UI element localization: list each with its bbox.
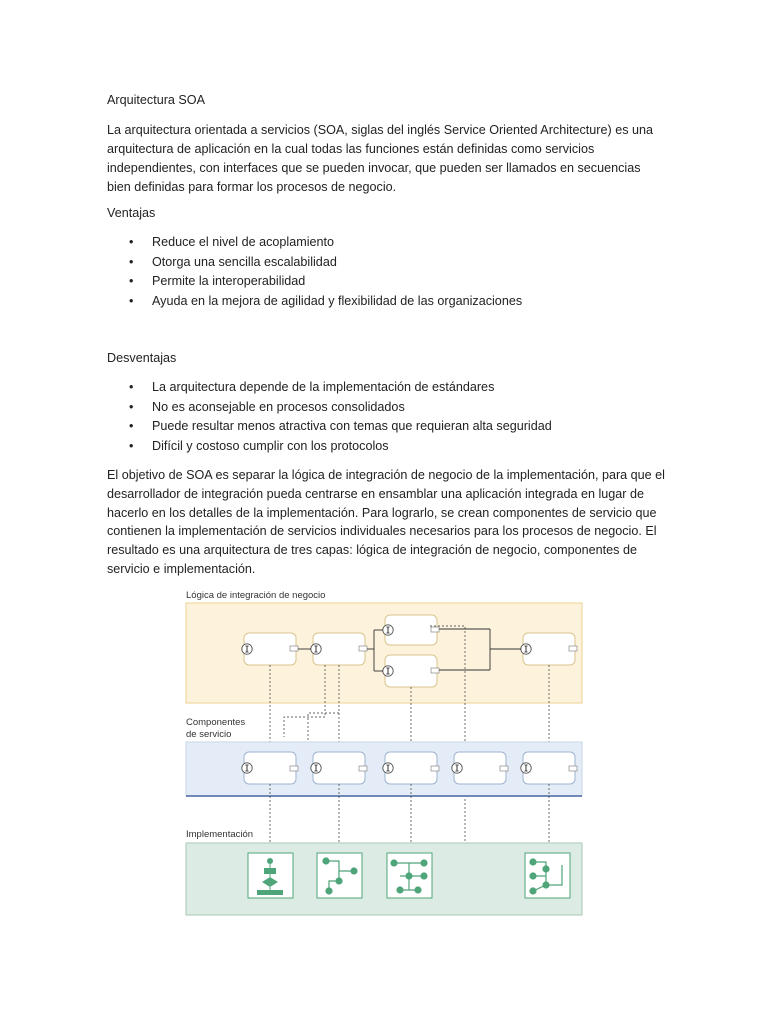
list-item: • Puede resultar menos atractiva con temas que requieran alta seguridad bbox=[107, 419, 647, 439]
business-component bbox=[311, 633, 367, 665]
business-component bbox=[383, 615, 439, 645]
layer3-label: Implementación bbox=[186, 829, 254, 840]
advantages-list bbox=[107, 235, 647, 313]
intro-paragraph: La arquitectura orientada a servicios (SOA, siglas del inglés Service Oriented Architecture) es una arquitectura de aplicación en la cual todas las funciones están definidas como servicios independientes, con interfaces que se pueden invocar, que pueden ser llamados en secuencias bien definidas para formar los procesos de negocio. bbox=[107, 123, 654, 194]
list-item: • No es aconsejable en procesos consolidados bbox=[107, 400, 647, 420]
service-component bbox=[383, 752, 439, 784]
business-component bbox=[383, 655, 439, 687]
objective-paragraph: El objetivo de SOA es separar la lógica de integración de negocio de la implementación, para que el desarrollador de integración pueda centrarse en ensamblar una aplicación integrada en lugar de hacerlo en los detalles de la implementación. Para lograrlo, se crean componentes de servicio que contienen la implementación de servicios individuales necesarios para los procesos de negocio. El resultado es una arquitectura de tres capas: lógica de integración de negocio, componentes de servicio e implementación. bbox=[107, 468, 665, 576]
business-component bbox=[242, 633, 298, 665]
list-item: • Otorga una sencilla escalabilidad bbox=[107, 255, 647, 275]
flowchart-implementation-icon bbox=[248, 853, 293, 898]
tree-implementation-icon bbox=[317, 853, 362, 898]
layer2-label-line2: de servicio bbox=[186, 729, 232, 740]
advantages-heading: Ventajas bbox=[107, 206, 156, 220]
list-item: • Permite la interoperabilidad bbox=[107, 274, 647, 294]
list-item: • Reduce el nivel de acoplamiento bbox=[107, 235, 647, 255]
disadvantages-heading: Desventajas bbox=[107, 351, 177, 365]
service-component bbox=[311, 752, 367, 784]
network-implementation-icon bbox=[387, 853, 432, 898]
layer2-label-line1: Componentes bbox=[186, 717, 246, 728]
business-component bbox=[521, 633, 577, 665]
service-component bbox=[521, 752, 577, 784]
soa-three-layer-diagram bbox=[180, 585, 590, 920]
list-item: • Difícil y costoso cumplir con los protocolos bbox=[107, 439, 647, 459]
service-component bbox=[242, 752, 298, 784]
service-component bbox=[452, 752, 508, 784]
list-item: • La arquitectura depende de la implementación de estándares bbox=[107, 380, 647, 400]
graph-implementation-icon bbox=[525, 853, 570, 898]
disadvantages-list bbox=[107, 380, 647, 458]
layer3-band bbox=[186, 843, 582, 915]
layer1-label: Lógica de integración de negocio bbox=[186, 590, 326, 601]
page-title: Arquitectura SOA bbox=[107, 93, 205, 107]
list-item: • Ayuda en la mejora de agilidad y flexibilidad de las organizaciones bbox=[107, 294, 647, 314]
